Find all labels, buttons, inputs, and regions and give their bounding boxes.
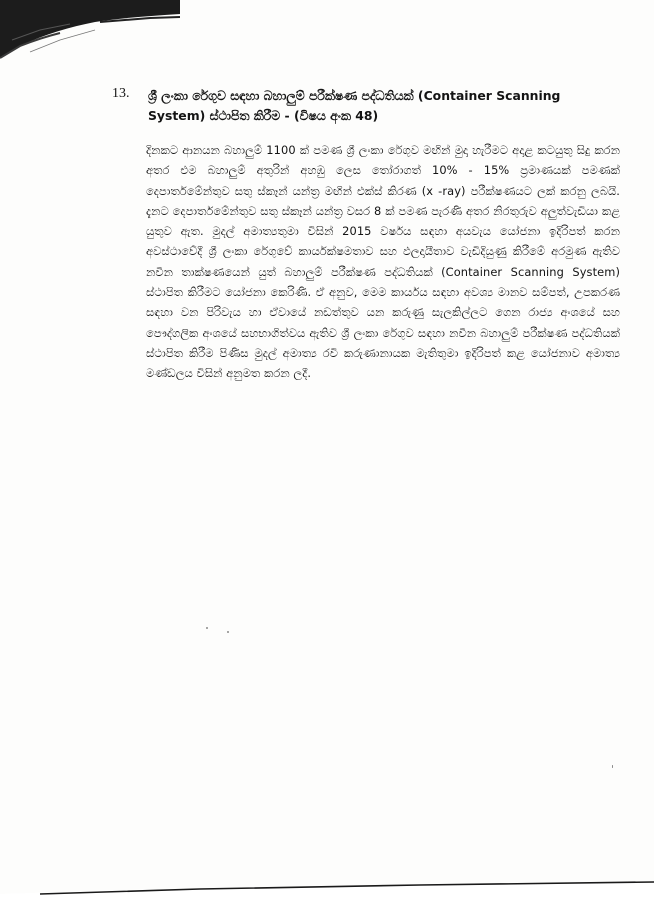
item-body-text: දිනකට ආනයන බහාලුම් 1100 ක් පමණ ශ්‍රී ලංකා රේගුව මඟින් මුදා හැරීමට අදාළ කටයුතු සිදු කරන අතර එම බහාලුම් අතුරින් අහඹු ලෙස තෝරාගත් 10% - 15% ප්‍රමාණයක් පමණක් දෙපාර්තමේන්තුව සතු ස්කෑන් යන්ත්‍ර මඟින් එක්ස් කිරණ (x -ray) පරීක්ෂණයට ලක් කරනු ලබයි. දැනට දෙපාර්තමේන්තුව සතු ස්කෑන් යන්ත්‍ර වසර 8 ක් පමණ පැරණි අතර නිරතුරුව අලුත්වැඩියා කළ යුතුව ඇත. මුදල් අමාත්‍යතුමා විසින් 2015 වර්ෂය සඳහා අයවැය යෝජනා ඉදිරිපත් කරන අවස්ථාවේදී ශ්‍රී ලංකා රේගුවේ කාර්යක්ෂමතාව සහ ඵලදායීතාව වැඩිදියුණු කිරීමේ අරමුණ ඇතිව නවීන තාක්ෂණයෙන් යුත් බහාලුම් පරීක්ෂණ පද්ධතියක් (Container Scanning System) ස්ථාපිත කිරීමට යෝජනා කෙරිණි. ඒ අනුව, මෙම කාර්යය සඳහා අවශ්‍ය මානව සම්පත්, උපකරණ සඳහා වන පිරිවැය හා ඒවායේ නඩත්තුව යන කරුණු සැලකිල්ලට ගෙන රාජ්‍ය අංශයේ සහ පෞද්ගලික අංශයේ සහභාගිත්වය ඇතිව ශ්‍රී ලංකා රේගුව සඳහා නවීන බහාලුම් පරීක්ෂණ පද්ධතියක් ස්ථාපිත කිරීම පිණිස මුදල් අමාත්‍ය රවි කරුණානායක මැතිතුමා ඉදිරිපත් කළ යෝජනාව අමාත්‍ය මණ්ඩලය විසින් අනුමත කරන ලදී.: [146, 143, 620, 381]
item-heading: ශ්‍රී ලංකා රේගුව සඳහා බහාලුම් පරීක්ෂණ පද්ධතියක් (Container Scanning System) ස්ථාපිත කිරීම - (විෂය අංක 48): [148, 88, 561, 123]
item-body-paragraph: [146, 140, 620, 384]
scan-edge-artifact-top: [0, 0, 180, 60]
scan-speck: [206, 627, 208, 629]
scan-speck: [227, 631, 229, 633]
scan-edge-artifact-bottom: [0, 878, 654, 900]
item-number: 13.: [112, 86, 130, 101]
scan-speck: [612, 765, 613, 768]
